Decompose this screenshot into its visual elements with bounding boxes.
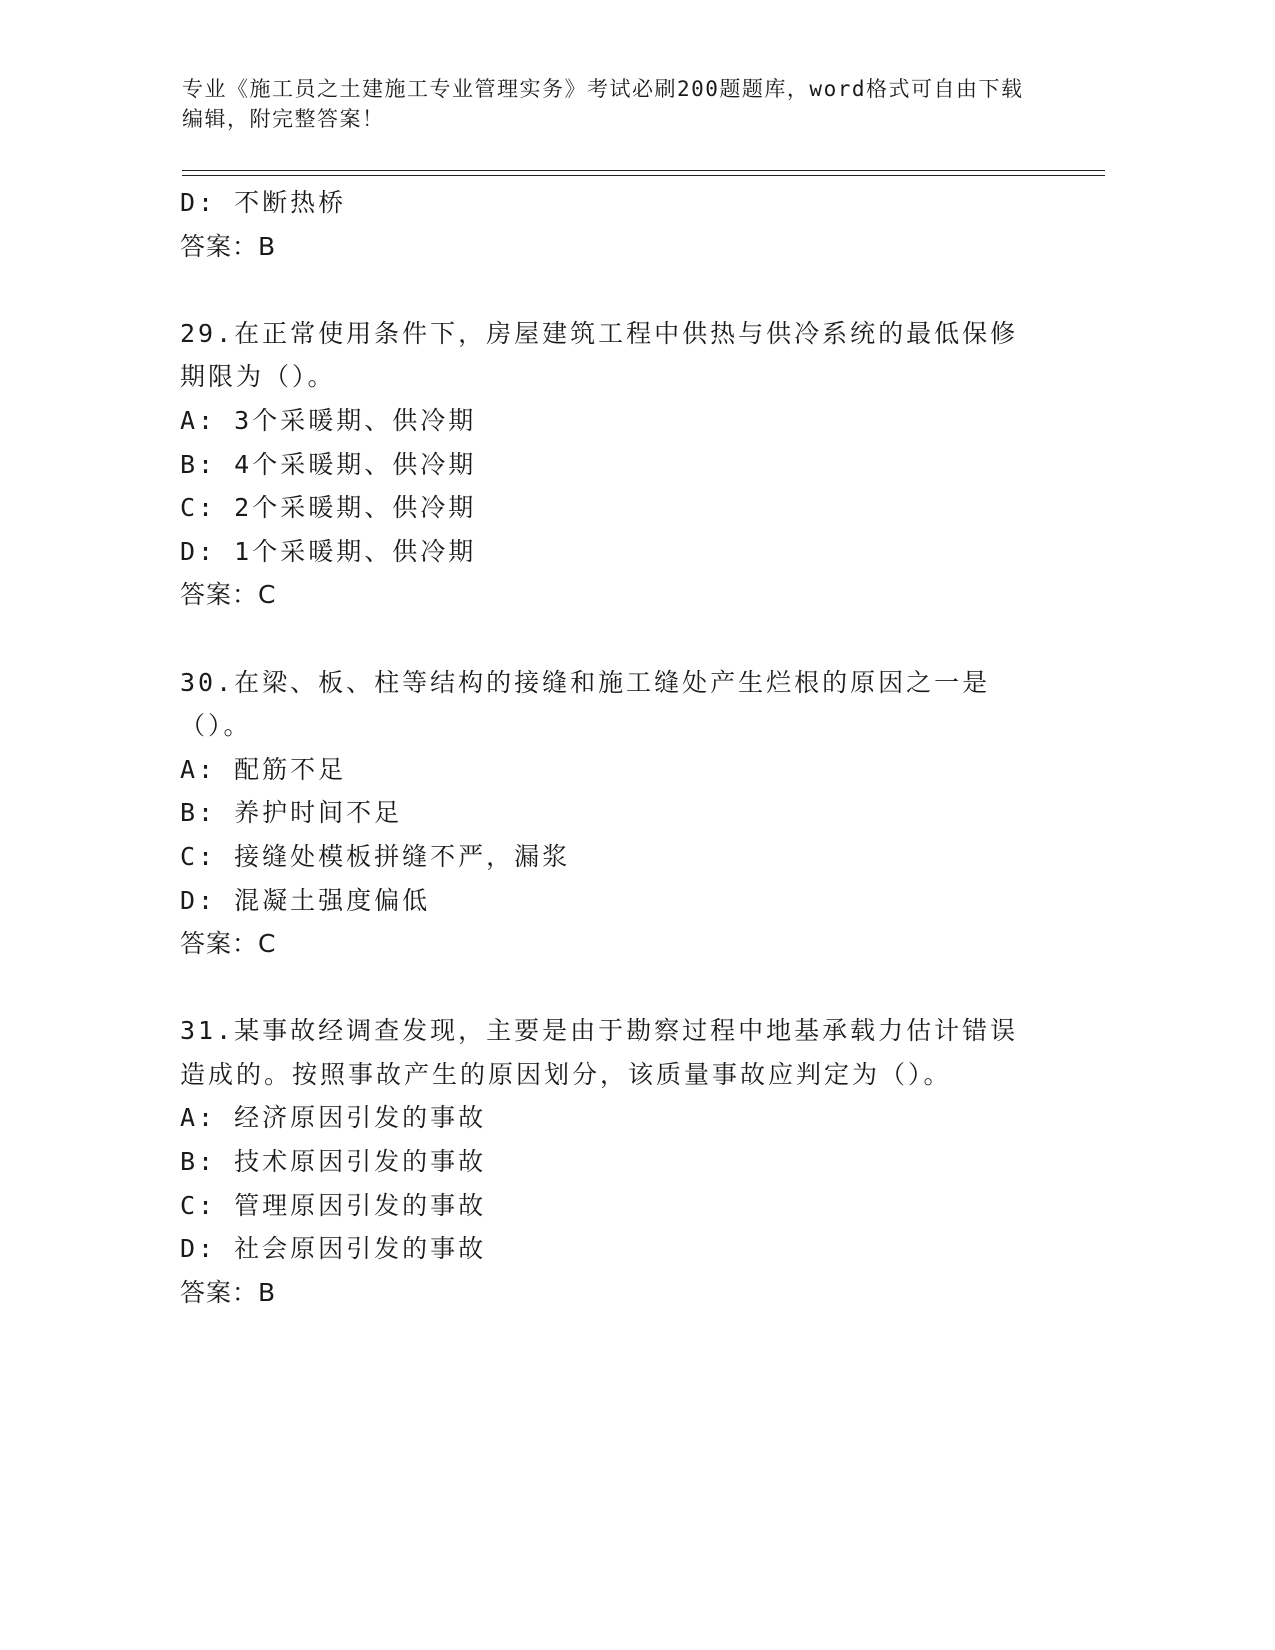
question-stem: 31.某事故经调查发现，主要是由于勘察过程中地基承载力估计错误造成的。按照事故产生的原因划分，该质量事故应判定为（）。 [180,1016,1019,1089]
answer: 答案：C [180,929,277,959]
spacer [180,966,1040,1010]
question-29 [180,312,1040,617]
question-stem: 29.在正常使用条件下，房屋建筑工程中供热与供冷系统的最低保修期限为（）。 [180,318,1019,392]
option-b: B: 技术原因引发的事故 [180,1147,487,1177]
option-a: A: 3个采暖期、供冷期 [180,405,477,435]
document-header: 专业《施工员之土建施工专业管理实务》考试必刷200题题库，word格式可自由下载编辑，附完整答案！ [182,77,1024,131]
answer: 答案：C [180,580,277,610]
question-stem: 30.在梁、板、柱等结构的接缝和施工缝处产生烂根的原因之一是（）。 [180,667,991,741]
option-d: D: 社会原因引发的事故 [180,1234,487,1264]
option-c: C: 2个采暖期、供冷期 [180,493,477,523]
option-b: B: 养护时间不足 [180,798,403,828]
option-b: B: 4个采暖期、供冷期 [180,449,477,479]
prev-option-d: D: 不断热桥 [180,188,347,217]
spacer [180,617,1040,661]
prev-answer: 答案：B [180,231,277,261]
header-rule-bottom [182,175,1105,176]
option-a: A: 经济原因引发的事故 [180,1103,487,1133]
answer: 答案：B [180,1277,277,1307]
option-a: A: 配筋不足 [180,754,347,784]
header-rule-top [182,170,1105,171]
option-d: D: 混凝土强度偏低 [180,885,431,915]
spacer [180,268,1040,312]
question-30 [180,661,1040,966]
option-d: D: 1个采暖期、供冷期 [180,536,477,566]
question-list [180,181,1040,1314]
option-c: C: 管理原因引发的事故 [180,1190,487,1220]
option-c: C: 接缝处模板拼缝不严，漏浆 [180,841,571,871]
question-31 [180,1009,1040,1314]
